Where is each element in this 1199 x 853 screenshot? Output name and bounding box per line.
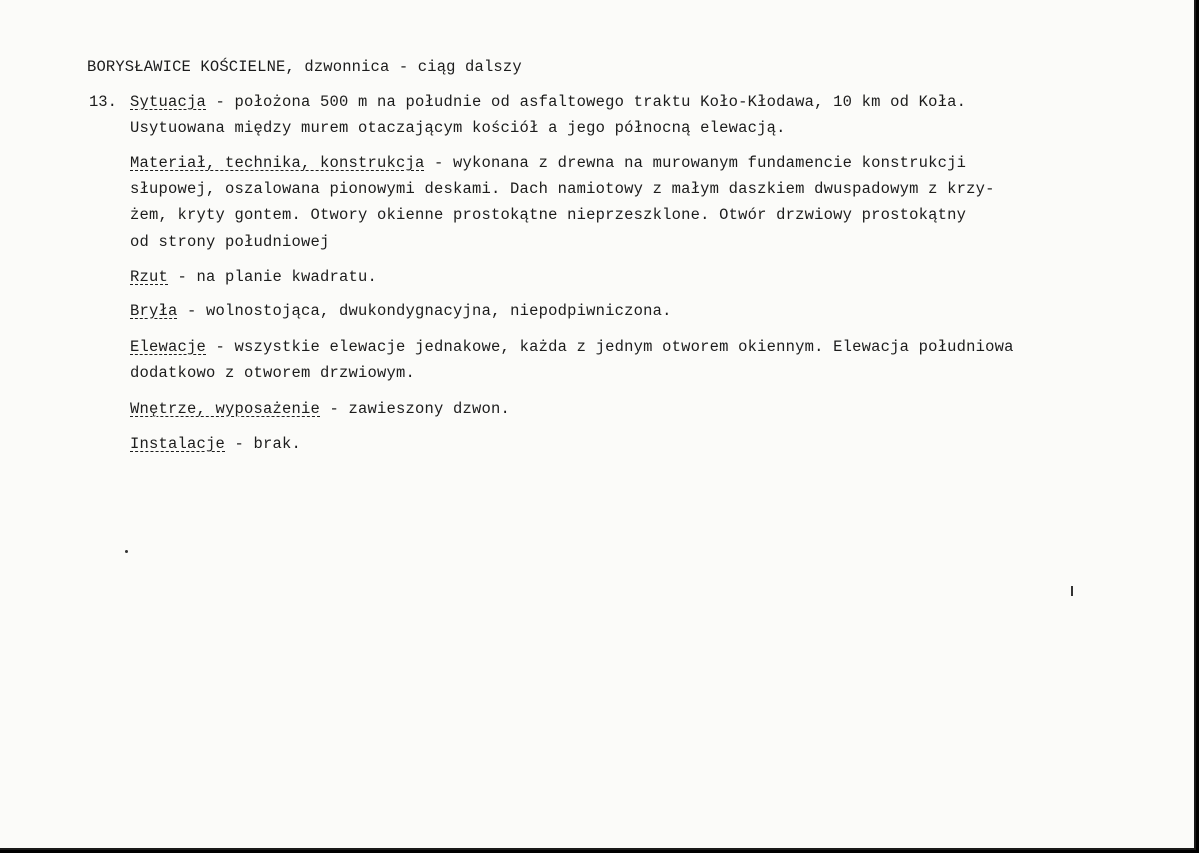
instalacje-text: - brak. bbox=[225, 435, 302, 453]
bryla-label: Bryła bbox=[130, 302, 178, 320]
material-line-1 bbox=[130, 154, 966, 172]
sytuacja-label: Sytuacja bbox=[130, 93, 207, 111]
material-line-4: od strony południowej bbox=[130, 233, 330, 251]
paper-speck bbox=[125, 550, 128, 553]
material-label: Materiał, technika, konstrukcja bbox=[130, 154, 425, 172]
document-heading: BORYSŁAWICE KOŚCIELNE, dzwonnica - ciąg dalszy bbox=[87, 58, 522, 76]
material-line-2: słupowej, oszalowana pionowymi deskami. Dach namiotowy z małym daszkiem dwuspadowym z krzy- bbox=[130, 180, 995, 198]
wnetrze-text: - zawieszony dzwon. bbox=[320, 400, 511, 418]
item-number: 13. bbox=[89, 93, 117, 111]
rzut-text: - na planie kwadratu. bbox=[168, 268, 378, 286]
wnetrze-line bbox=[130, 400, 510, 418]
paper-mark bbox=[1071, 586, 1073, 596]
material-line-3: żem, kryty gontem. Otwory okienne prostokątne nieprzeszklone. Otwór drzwiowy prostokątny bbox=[130, 206, 967, 224]
rzut-line bbox=[130, 268, 377, 286]
bryla-text: - wolnostojąca, dwukondygnacyjna, niepodpiwniczona. bbox=[177, 302, 672, 320]
elewacje-label: Elewacje bbox=[130, 338, 207, 356]
elewacje-line-1 bbox=[130, 338, 1014, 356]
wnetrze-label: Wnętrze, wyposażenie bbox=[130, 400, 321, 418]
material-text-1: - wykonana z drewna na murowanym fundamencie konstrukcji bbox=[424, 154, 967, 172]
elewacje-line-2: dodatkowo z otworem drzwiowym. bbox=[130, 364, 416, 382]
elewacje-text-1: - wszystkie elewacje jednakowe, każda z jednym otworem okiennym. Elewacja południowa bbox=[206, 338, 1014, 356]
sytuacja-line-1 bbox=[130, 93, 966, 111]
rzut-label: Rzut bbox=[130, 268, 169, 286]
bryla-line bbox=[130, 302, 672, 320]
instalacje-line bbox=[130, 435, 301, 453]
sytuacja-line-2: Usytuowana między murem otaczającym kościół a jego północną elewacją. bbox=[130, 119, 786, 137]
sytuacja-text-1: - położona 500 m na południe od asfaltowego traktu Koło-Kłodawa, 10 km od Koła. bbox=[206, 93, 967, 111]
instalacje-label: Instalacje bbox=[130, 435, 226, 453]
